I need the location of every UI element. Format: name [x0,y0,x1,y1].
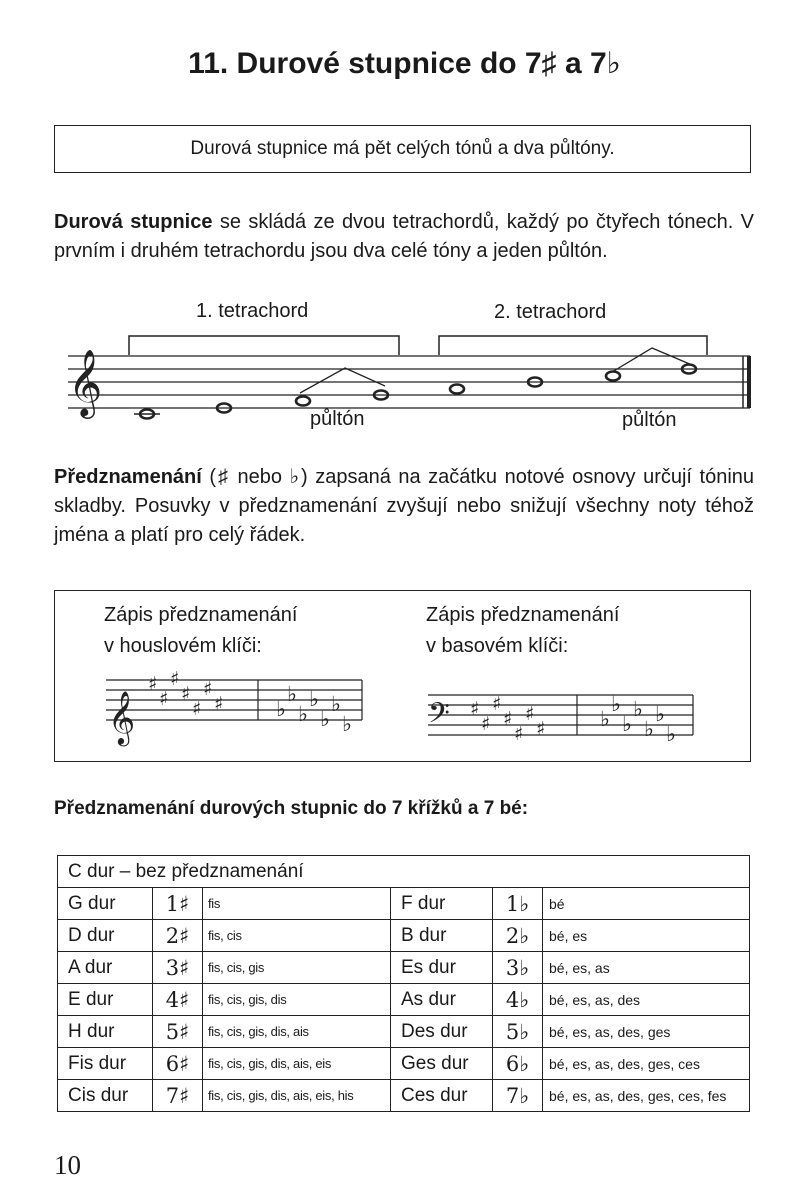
svg-text:♭: ♭ [611,692,621,716]
intro-bold: Durová stupnice [54,211,213,233]
sharp-count: 5♯ [153,1016,203,1048]
flat-notes: bé, es, as, des, ges, ces [543,1048,750,1080]
bass-ks-label-1: Zápis předznamenání [426,604,620,626]
sharp-notes: fis, cis, gis [203,952,391,984]
flat-notes: bé, es [543,920,750,952]
table-row [58,1016,750,1048]
flat-notes: bé, es, as, des [543,984,750,1016]
table-row [58,984,750,1016]
semitone-2-label: půltón [622,409,677,431]
flat-count: 6♭ [493,1048,543,1080]
bass-flats [600,692,676,746]
sharp-key-name: D dur [58,920,153,952]
flat-key-name: Des dur [391,1016,493,1048]
flat-count: 2♭ [493,920,543,952]
treble-ks-label-2: v houslovém klíči: [104,635,262,657]
treble-ks-label-1: Zápis předznamenání [104,604,298,626]
svg-text:♭: ♭ [320,707,330,731]
flat-count: 5♭ [493,1016,543,1048]
sharp-notes: fis, cis, gis, dis, ais [203,1016,391,1048]
sharp-count: 4♯ [153,984,203,1016]
c-dur-cell: C dur – bez předznamenání [58,856,750,888]
flat-key-name: Ges dur [391,1048,493,1080]
semitone-1-label: půltón [310,408,365,430]
flat-key-name: Es dur [391,952,493,984]
table-row [58,920,750,952]
bass-ks-label-2: v basovém klíči: [426,635,569,657]
svg-text:♯: ♯ [525,703,535,725]
table-row [58,1080,750,1112]
flat-notes: bé, es, as, des, ges [543,1016,750,1048]
sharp-key-name: Cis dur [58,1080,153,1112]
page-number: 10 [54,1150,81,1180]
table-row [58,856,750,888]
svg-text:♭: ♭ [633,697,643,721]
svg-text:♭: ♭ [644,717,654,741]
sharp-key-name: A dur [58,952,153,984]
sharp-key-name: Fis dur [58,1048,153,1080]
svg-text:♯: ♯ [181,683,191,705]
ks-text: ) zapsaná na začátku notové osnovy určují tóninu skladby. Posuvky v předznamenání zvyšují nebo snižují všechny noty téhož jména a platí pro celý řádek. [54,466,755,546]
svg-text:♭: ♭ [309,687,319,711]
flat-count: 1♭ [493,888,543,920]
table-row [58,1048,750,1080]
svg-text:♭: ♭ [342,712,352,736]
svg-text:♯: ♯ [192,698,202,720]
flat-count: 4♭ [493,984,543,1016]
svg-text:♯: ♯ [203,678,213,700]
flat-key-name: As dur [391,984,493,1016]
flat-count: 3♭ [493,952,543,984]
sharp-notes: fis, cis, gis, dis, ais, eis [203,1048,391,1080]
sharp-key-name: E dur [58,984,153,1016]
flat-key-name: B dur [391,920,493,952]
flat-key-name: Ces dur [391,1080,493,1112]
table-heading: Předznamenání durových stupnic do 7 křížků a 7 bé: [54,798,529,819]
svg-text:♯: ♯ [503,708,513,730]
svg-text:♯: ♯ [536,718,546,740]
intro-text: se skládá ze dvou tetrachordů, každý po čtyřech tónech. V prvním i druhém tetrachordu jsou dva celé tóny a jeden půltón. [54,211,755,262]
svg-text:♭: ♭ [600,707,610,731]
flat-notes: bé [543,888,750,920]
flat-key-name: F dur [391,888,493,920]
svg-text:♭: ♭ [276,697,286,721]
table-row [58,952,750,984]
rule-box: Durová stupnice má pět celých tónů a dva půltóny. [54,125,751,173]
sharp-count: 7♯ [153,1080,203,1112]
flat-notes: bé, es, as, des, ges, ces, fes [543,1080,750,1112]
svg-text:♯: ♯ [481,713,491,735]
treble-sharps [148,668,223,720]
flat-symbol: ♭ [289,466,301,488]
bass-clef-icon: 𝄢 [428,697,450,737]
bass-sharps [470,693,545,745]
key-signature-table [57,855,750,1112]
sharp-key-name: H dur [58,1016,153,1048]
ks-mid: nebo [230,466,290,488]
svg-text:♯: ♯ [214,693,224,715]
treble-clef-icon: 𝄞 [68,348,103,416]
svg-text:♭: ♭ [655,702,665,726]
ks-bold: Předznamenání [54,466,202,488]
svg-text:♯: ♯ [492,693,502,715]
svg-text:♭: ♭ [666,722,676,746]
sharp-count: 6♯ [153,1048,203,1080]
sharp-notes: fis [203,888,391,920]
tetrachord-2-label: 2. tetrachord [494,301,607,323]
sharp-count: 3♯ [153,952,203,984]
svg-text:♯: ♯ [159,688,169,710]
svg-text:♯: ♯ [514,723,524,745]
sharp-symbol: ♯ [216,466,230,488]
sharp-key-name: G dur [58,888,153,920]
sharp-count: 2♯ [153,920,203,952]
flat-notes: bé, es, as [543,952,750,984]
sharp-notes: fis, cis, gis, dis, ais, eis, his [203,1080,391,1112]
svg-text:♯: ♯ [170,668,180,690]
table-row [58,888,750,920]
svg-text:♯: ♯ [148,673,158,695]
page-title: 11. Durové stupnice do 7♯ a 7♭ [188,47,621,80]
sharp-notes: fis, cis [203,920,391,952]
tetrachord-1-label: 1. tetrachord [196,300,309,322]
ks-open: ( [201,466,217,488]
svg-text:♯: ♯ [470,698,480,720]
svg-text:♭: ♭ [331,692,341,716]
flat-count: 7♭ [493,1080,543,1112]
svg-text:♭: ♭ [298,702,308,726]
treble-clef-icon: 𝄞 [108,690,136,744]
sharp-notes: fis, cis, gis, dis [203,984,391,1016]
sharp-count: 1♯ [153,888,203,920]
svg-text:♭: ♭ [622,712,632,736]
svg-text:♭: ♭ [287,682,297,706]
